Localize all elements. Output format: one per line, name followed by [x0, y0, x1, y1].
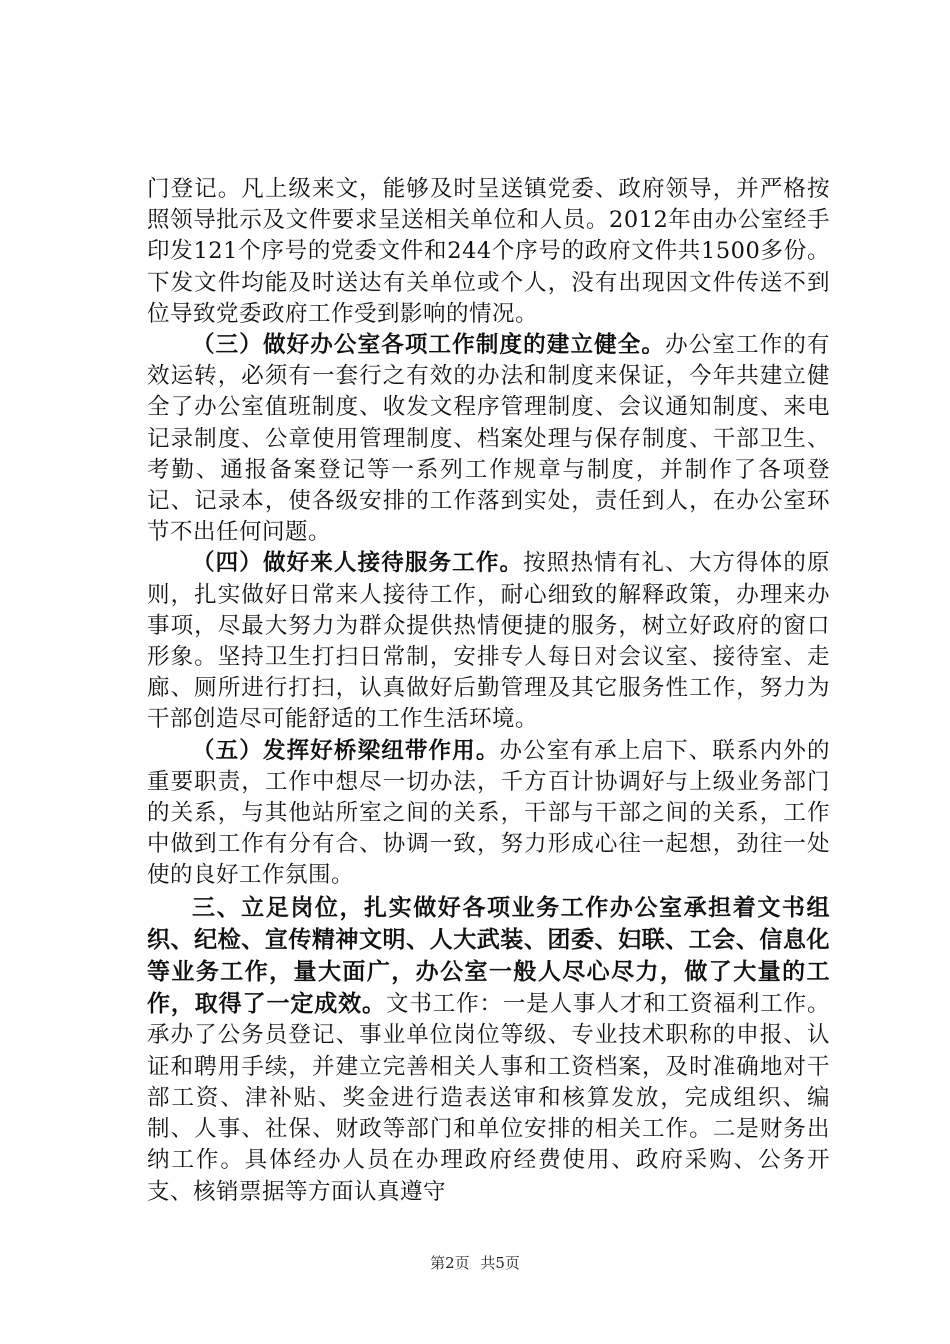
paragraph-part-3	[147, 892, 830, 1208]
paragraph-section-3	[147, 330, 830, 548]
page-number: 第2页	[430, 1254, 470, 1272]
section-heading: （三）做好办公室各项工作制度的建立健全。	[192, 332, 666, 359]
paragraph-section-4	[147, 548, 830, 735]
paragraph-text: 门登记。凡上级来文，能够及时呈送镇党委、政府领导，并严格按照领导批示及文件要求呈送相关单位和人员。2012年由办公室经手印发121个序号的党委文件和244个序号的政府文件共1500多份。下发文件均能及时送达有关单位或个人，没有出现因文件传送不到位导致党委政府工作受到影响的情况。	[147, 176, 830, 327]
page-footer	[0, 1252, 950, 1273]
paragraph-text: 文书工作：一是人事人才和工资福利工作。承办了公务员登记、事业单位岗位等级、专业技术职称的申报、认证和聘用手续，并建立完善相关人事和工资档案，及时准确地对干部工资、津补贴、奖金进行造表送审和核算发放，完成组织、编制、人事、社保、财政等部门和单位安排的相关工作。二是财务出纳工作。具体经办人员在办理政府经费使用、政府采购、公务开支、核销票据等方面认真遵守	[147, 991, 830, 1205]
part-heading: 三、立足岗位，扎实做好各项业务工作办公室承担着文书组织、纪检、宣传精神文明、人大武装、团委、妇联、工会、信息化等业务工作，量大面广，办公室一般人尽心尽力，做了大量的工作，取得了一定成效。	[147, 893, 830, 1018]
section-heading: （四）做好来人接待服务工作。	[192, 550, 524, 577]
body-text	[147, 174, 830, 1208]
paragraph-section-5	[147, 736, 830, 892]
paragraph-continuation	[147, 174, 830, 330]
paragraph-text: 办公室工作的有效运转，必须有一套行之有效的办法和制度来保证，今年共建立健全了办公室值班制度、收发文程序管理制度、会议通知制度、来电记录制度、公章使用管理制度、档案处理与保存制度、干部卫生、考勤、通报备案登记等一系列工作规章与制度，并制作了各项登记、记录本，使各级安排的工作落到实处，责任到人，在办公室环节不出任何问题。	[147, 332, 830, 546]
section-heading: （五）发挥好桥梁纽带作用。	[192, 737, 500, 764]
page-total: 共5页	[480, 1254, 520, 1272]
paragraph-text: 按照热情有礼、大方得体的原则，扎实做好日常来人接待工作，耐心细致的解释政策，办理来办事项，尽最大努力为群众提供热情便捷的服务，树立好政府的窗口形象。坚持卫生打扫日常制，安排专人每日对会议室、接待室、走廊、厕所进行打扫，认真做好后勤管理及其它服务性工作，努力为干部创造尽可能舒适的工作生活环境。	[147, 550, 830, 733]
paragraph-text: 办公室有承上启下、联系内外的重要职责，工作中想尽一切办法，千方百计协调好与上级业务部门的关系，与其他站所室之间的关系，干部与干部之间的关系，工作中做到工作有分有合、协调一致，努力形成心往一起想，劲往一处使的良好工作氛围。	[147, 737, 830, 889]
